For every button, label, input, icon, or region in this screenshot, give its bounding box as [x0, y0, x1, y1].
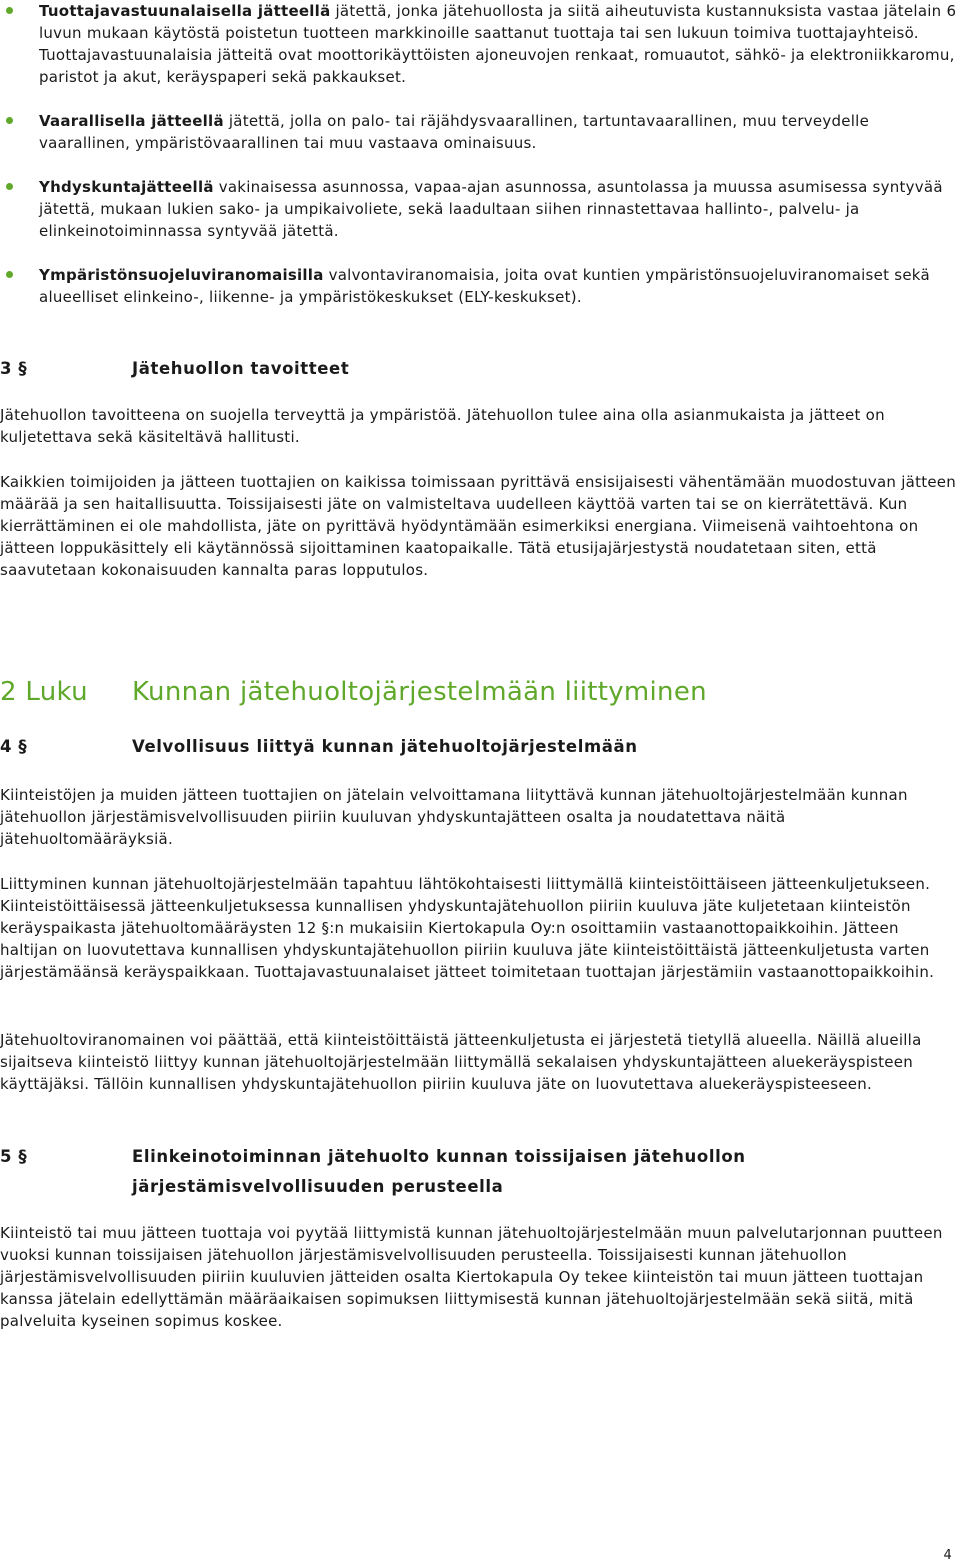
chapter-number: 2 Luku [0, 677, 88, 707]
bullet-icon [6, 271, 13, 278]
section-title: Jätehuollon tavoitteet [132, 359, 350, 378]
section-title: Velvollisuus liittyä kunnan jätehuoltojärjestelmään [132, 737, 638, 756]
bullet-icon [6, 117, 13, 124]
section-number: 3 § [0, 359, 28, 378]
section-number: 4 § [0, 737, 28, 756]
chapter-title: Kunnan jätehuoltojärjestelmään liittyminen [132, 677, 707, 707]
definition-text: jätettä, jolla on palo- tai räjähdysvaarallinen, tartuntavaarallinen, muu terveydelle vaarallinen, ympäristövaarallinen tai muu vastaava ominaisuus. [39, 112, 870, 152]
section-3-heading [0, 358, 958, 380]
paragraph: Jätehuollon tavoitteena on suojella terveyttä ja ympäristöä. Jätehuollon tulee aina olla asianmukaista ja jätteet on kuljetettava sekä käsiteltävä hallitusti. [0, 406, 885, 446]
chapter-heading [0, 676, 958, 708]
section-number: 5 § [0, 1147, 28, 1166]
section-title: Elinkeinotoiminnan jätehuolto kunnan toissijaisen jätehuollon järjestämisvelvollisuuden perusteella [132, 1147, 746, 1196]
definition-term: Ympäristönsuojeluviranomaisilla [39, 266, 324, 284]
definition-item [0, 176, 958, 242]
definition-term: Vaarallisella jätteellä [39, 112, 224, 130]
bullet-icon [6, 183, 13, 190]
definition-item [0, 0, 958, 88]
definition-text: vakinaisessa asunnossa, vapaa-ajan asunnossa, asuntolassa ja muussa asumisessa syntyvää jätettä, mukaan lukien sako- ja umpikaivoliete, sekä laadultaan siihen rinnastettavaa hallinto-, palvelu- ja elinkeinotoiminnassa syntyvää jätettä. [39, 178, 943, 240]
definition-text: valvontaviranomaisia, joita ovat kuntien ympäristönsuojeluviranomaiset sekä alueelliset elinkeino-, liikenne- ja ympäristökeskukset (ELY-keskukset). [39, 266, 930, 306]
definition-text: jätettä, jonka jätehuollosta ja siitä aiheutuvista kustannuksista vastaa jätelain 6 luvun mukaan käytöstä poistetun tuotteen markkinoille saattanut tuottaja tai sen lukuun toimiva tuottajayhteisö. Tuottajavastuunalaisia jätteitä ovat moottorikäyttöisten ajoneuvojen renkaat, romuautot, sähkö- ja elektroniikkaromu, paristot ja akut, keräyspaperi sekä pakkaukset. [39, 2, 957, 86]
bullet-icon [6, 7, 13, 14]
definition-list [0, 0, 958, 308]
paragraph: Liittyminen kunnan jätehuoltojärjestelmään tapahtuu lähtökohtaisesti liittymällä kiinteistöittäiseen jätteenkuljetukseen. Kiinteistöittäisessä jätteenkuljetuksessa kunnallisen yhdyskuntajätehuollon piiriin kuuluva jäte kuljetetaan kiinteistön keräyspaikasta jätehuoltomääräysten 12 §:n mukaisiin Kiertokapula Oy:n osoittamiin vastaanottopaikkoihin. Jätteen haltijan on luovutettava kunnallisen yhdyskuntajätehuollon piiriin kuuluva jäte kiinteistöittäistä jätteenkuljetusta varten järjestämäänsä keräyspaikkaan. Tuottajavastuunalaiset jätteet toimitetaan tuottajan järjestämiin vastaanottopaikkoihin. [0, 875, 935, 981]
paragraph: Kiinteistö tai muu jätteen tuottaja voi pyytää liittymistä kunnan jätehuoltojärjestelmään muun palvelutarjonnan puutteen vuoksi kunnan toissijaisen jätehuollon järjestämisvelvollisuuden perusteella. Toissijaisesti kunnan jätehuollon järjestämisvelvollisuuden piiriin kuuluvien jätteiden osalta Kiertokapula Oy tekee kiinteistön tai muun jätteen tuottajan kanssa jätelain edellyttämän määräaikaisen sopimuksen liittymisestä kunnan jätehuoltojärjestelmään sekä siitä, mitä palveluita kyseinen sopimus koskee. [0, 1224, 943, 1330]
definition-item [0, 264, 958, 308]
paragraph: Jätehuoltoviranomainen voi päättää, että kiinteistöittäistä jätteenkuljetusta ei järjestetä tietyllä alueella. Näillä alueilla sijaitseva kiinteistö liittyy kunnan jätehuoltojärjestelmään liittymällä sekalaisen yhdyskuntajätteen aluekeräyspisteen käyttäjäksi. Tällöin kunnallisen yhdyskuntajätehuollon piiriin kuuluva jäte on luovutettava aluekeräyspisteeseen. [0, 1031, 922, 1093]
paragraph: Kaikkien toimijoiden ja jätteen tuottajien on kaikissa toimissaan pyrittävä ensisijaisesti vähentämään muodostuvan jätteen määrää ja sen haitallisuutta. Toissijaisesti jäte on valmisteltava uudelleen käyttöä varten tai se on kierrätettävä. Kun kierrättäminen ei ole mahdollista, jäte on pyrittävä hyödyntämään esimerkiksi energiana. Viimeisenä vaihtoehtona on jätteen loppukäsittely eli käytännössä sijoittaminen kaatopaikalle. Tätä etusijajärjestystä noudatetaan siten, että saavutetaan kokonaisuuden kannalta paras lopputulos. [0, 473, 957, 579]
section-5-heading [0, 1142, 958, 1202]
definition-term: Tuottajavastuunalaisella jätteellä [39, 2, 331, 20]
definition-term: Yhdyskuntajätteellä [39, 178, 214, 196]
definition-item [0, 110, 958, 154]
page-number: 4 [943, 1548, 952, 1563]
paragraph: Kiinteistöjen ja muiden jätteen tuottajien on jätelain velvoittamana liityttävä kunnan jätehuoltojärjestelmään kunnan jätehuollon järjestämisvelvollisuuden piiriin kuuluvan yhdyskuntajätteen osalta ja noudatettava näitä jätehuoltomääräyksiä. [0, 786, 908, 848]
section-4-heading [0, 736, 958, 758]
